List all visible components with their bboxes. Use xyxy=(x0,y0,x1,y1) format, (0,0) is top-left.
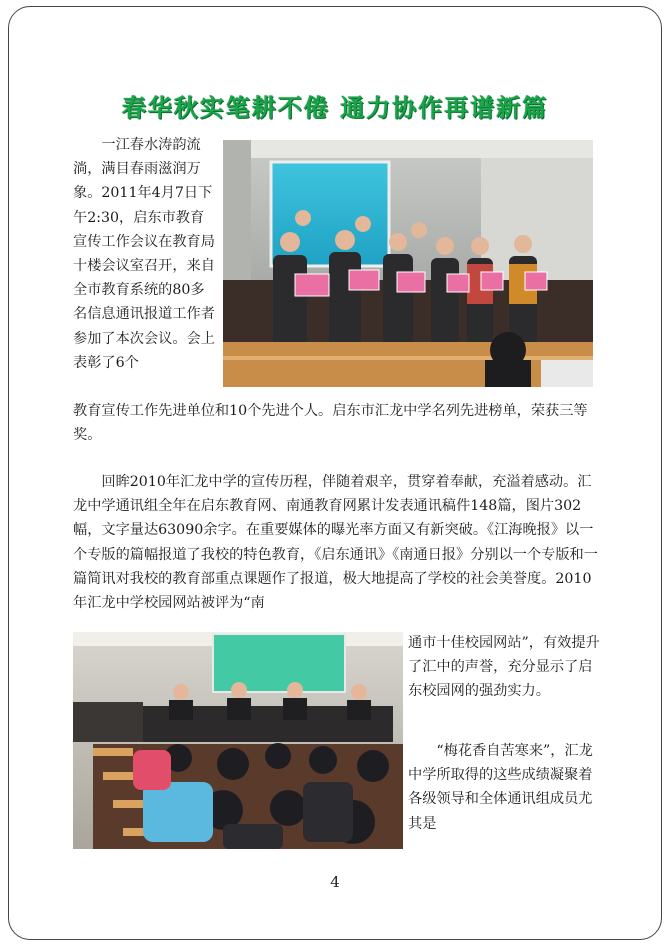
paragraph-3-wrapped: “梅花香自苦寒来”，汇龙中学所取得的这些成绩凝聚着各级领导和全体通讯组成员尤其是 xyxy=(408,743,593,832)
article-title: 春华秋实笔耕不倦 通力协作再谱新篇 xyxy=(121,94,549,122)
meeting-hall-photo xyxy=(73,632,403,849)
paragraph-1-wrapped: 一江春水涛韵流淌，满目春雨滋润万象。2011年4月7日下午2:30，启东市教育宣传工作会议在教育局十楼会议室召开，来自全市教育系统的80多名信息通讯报道工作者参加了本次会议。会上表彰了6个 xyxy=(73,137,215,371)
meeting-hall-illustration xyxy=(73,632,403,849)
award-ceremony-photo xyxy=(223,140,593,387)
paragraph-2: 回眸2010年汇龙中学的宣传历程，伴随着艰辛，贯穿着奉献，充溢着感动。汇龙中学通讯组全年在启东教育网、南通教育网累计发表通讯稿件148篇，图片302幅，文字量达63090余字。在重要媒体的曝光率方面又有新突破。《江海晚报》以一个专版的篇幅报道了我校的特色教育，《启东通讯》《南通日报》分别以一个专版和一篇简讯对我校的教育部重点课题作了报道，极大地提高了学校的社会美誉度。2010年汇龙中学校园网站被评为“南 xyxy=(73,474,598,612)
paragraph-1-full: 教育宣传工作先进单位和10个先进个人。启东市汇龙中学名列先进榜单，荣获三等奖。 xyxy=(73,403,588,444)
page-number: 4 xyxy=(330,873,340,891)
paragraph-2-wrapped: 通市十佳校园网站”，有效提升了汇中的声誉，充分显示了启东校园网的强劲实力。 xyxy=(408,635,600,700)
award-ceremony-illustration xyxy=(223,140,593,387)
